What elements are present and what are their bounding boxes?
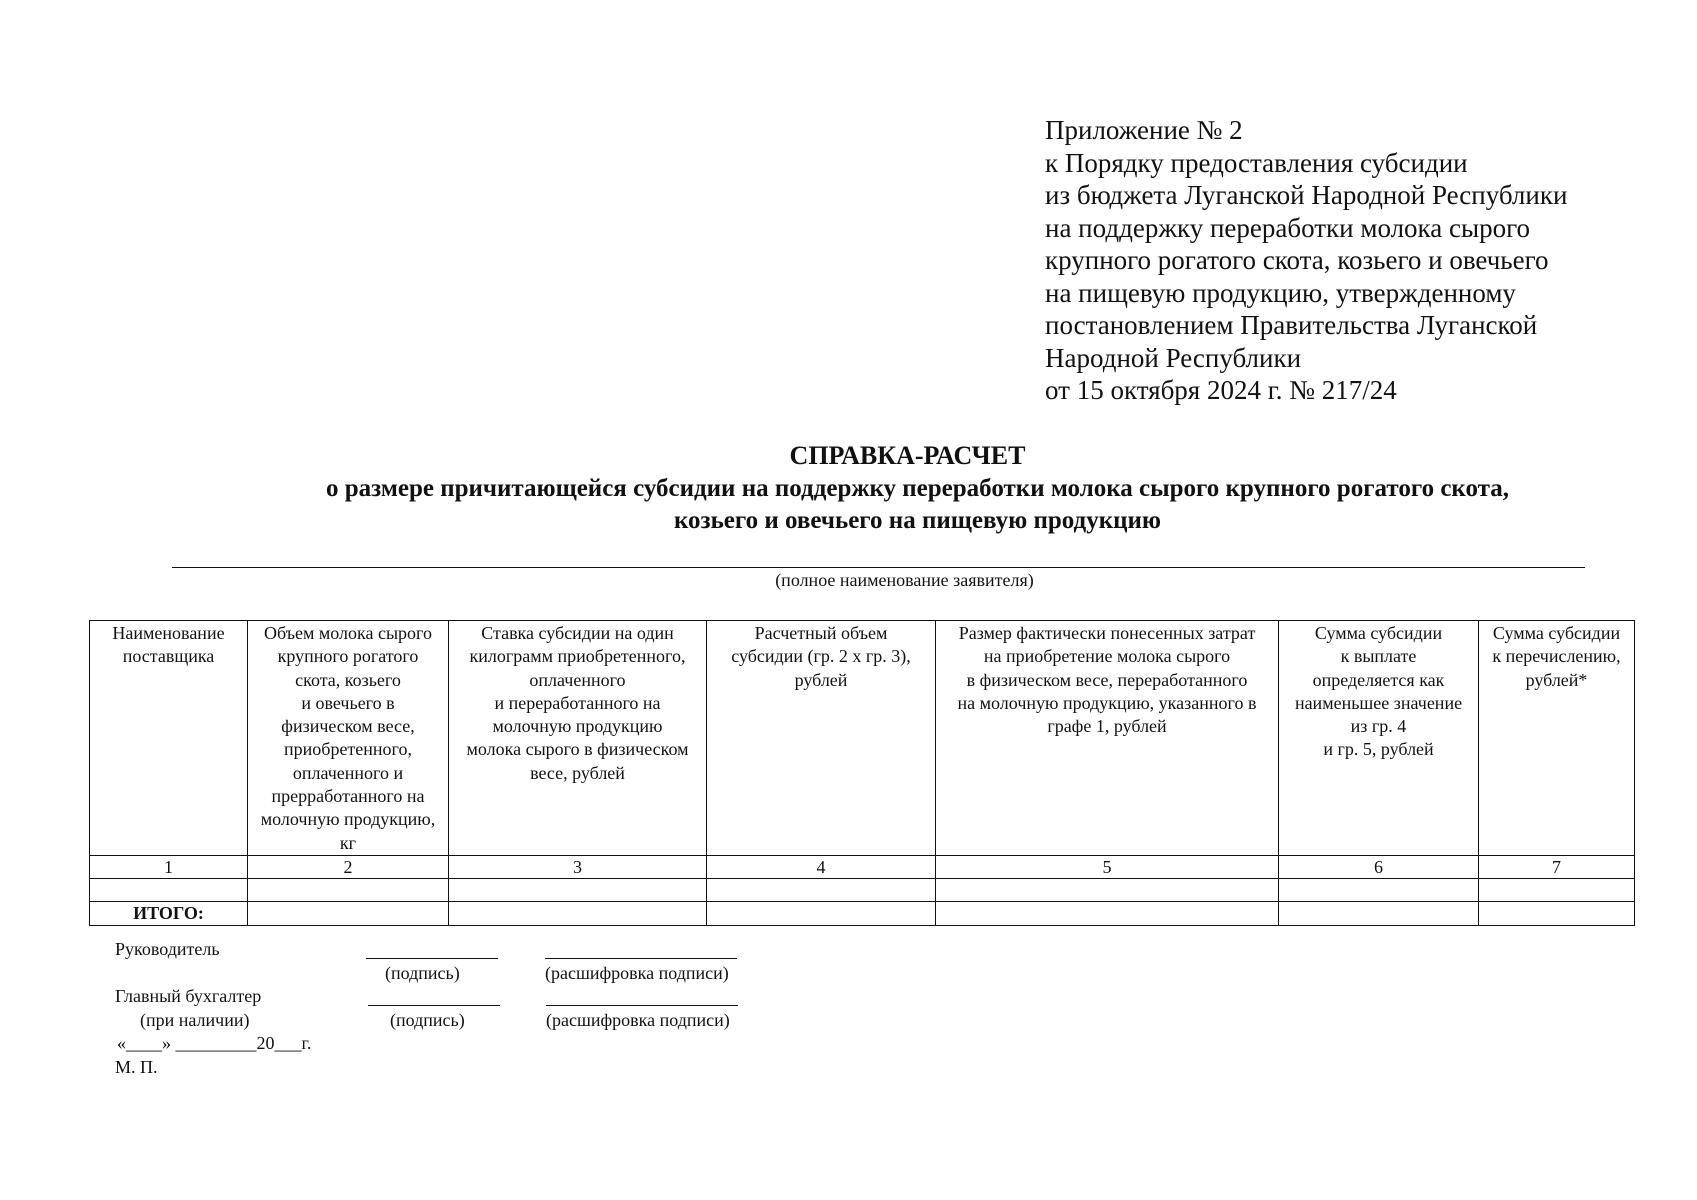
header-line: Ставка субсидии на один (481, 623, 674, 643)
header-line: и переработанного на (494, 692, 661, 713)
column-number: 2 (248, 855, 449, 878)
column-number: 4 (707, 855, 936, 878)
total-cell[interactable] (1279, 901, 1479, 925)
header-line: рублей (794, 669, 848, 690)
total-cell[interactable] (1479, 901, 1635, 925)
header-line: молочную продукцию (492, 716, 663, 737)
header-line: наименьшее значение (1294, 692, 1463, 713)
header-estimated-subsidy (707, 621, 936, 856)
applicant-name-line (172, 567, 1585, 568)
header-line: крупного рогатого (277, 646, 419, 667)
header-actual-costs (936, 621, 1279, 856)
total-cell[interactable] (449, 901, 707, 925)
applicant-caption: (полное наименование заявителя) (775, 570, 1034, 590)
column-number: 7 (1479, 855, 1635, 878)
table-cell[interactable] (936, 878, 1279, 901)
if-any-note: (при наличии) (140, 1010, 250, 1030)
subtitle-line: о размере причитающейся субсидии на поддержку переработки молока сырого крупного рогатого скота, (325, 475, 1510, 502)
header-line: молока сырого в физическом (466, 739, 689, 760)
total-cell[interactable] (707, 901, 936, 925)
appendix-line: к Порядку предоставления субсидии (1045, 147, 1468, 178)
column-number: 6 (1279, 855, 1479, 878)
accountant-decoding-caption: (расшифровка подписи) (546, 1010, 730, 1030)
header-line: Объем молока сырого (263, 623, 432, 643)
header-line: субсидии (гр. 2 х гр. 3), (731, 646, 911, 667)
header-line: Сумма субсидии (1314, 623, 1443, 643)
header-line: из гр. 4 (1350, 716, 1407, 737)
table-row (90, 878, 1635, 901)
header-subsidy-rate (449, 621, 707, 856)
appendix-line: Приложение № 2 (1045, 115, 1243, 145)
appendix-line: на поддержку переработки молока сырого (1045, 212, 1531, 243)
total-cell[interactable] (248, 901, 449, 925)
header-line: рублей* (1525, 669, 1588, 690)
header-line: и гр. 5, рублей (1323, 739, 1434, 760)
total-cell[interactable] (936, 901, 1279, 925)
column-number: 1 (90, 855, 248, 878)
document-subtitle (230, 473, 1605, 537)
header-line: Размер фактически понесенных затрат (958, 623, 1256, 643)
appendix-line: на пищевую продукцию, утвержденному (1045, 277, 1516, 308)
column-number: 5 (936, 855, 1279, 878)
table-cell[interactable] (449, 878, 707, 901)
head-decoding-caption: (расшифровка подписи) (545, 963, 729, 983)
header-line: килограмм приобретенного, (469, 646, 686, 667)
appendix-line: Народной Республики (1045, 342, 1302, 373)
header-line: оплаченного и (292, 762, 404, 783)
table-cell[interactable] (1479, 878, 1635, 901)
head-label: Руководитель (115, 939, 220, 959)
table-header-row (90, 621, 1635, 856)
header-line: на молочную продукцию, указанного в (957, 692, 1257, 713)
appendix-line: постановлением Правительства Луганской (1045, 310, 1538, 340)
header-line: прерработанного на (271, 786, 425, 807)
column-number-row (90, 855, 1635, 878)
chief-accountant-label: Главный бухгалтер (115, 986, 262, 1006)
table-cell[interactable] (90, 878, 248, 901)
column-number: 3 (449, 855, 707, 878)
header-line: в физическом весе, переработанного (966, 669, 1248, 690)
header-milk-volume (248, 621, 449, 856)
total-row (90, 901, 1635, 925)
document-title: СПРАВКА-РАСЧЕТ (789, 441, 1026, 470)
header-line: графе 1, рублей (1047, 716, 1167, 737)
head-signature-line (366, 958, 498, 959)
accountant-decoding-line (546, 1005, 738, 1006)
table-cell[interactable] (707, 878, 936, 901)
appendix-line: крупного рогатого скота, козьего и овечьего (1045, 245, 1549, 275)
head-decoding-line (545, 958, 737, 959)
appendix-block (1045, 114, 1567, 407)
table-cell[interactable] (1279, 878, 1479, 901)
head-signature-caption: (подпись) (385, 963, 460, 983)
header-line: к перечислению, (1492, 646, 1621, 667)
header-line: скота, козьего (295, 669, 401, 690)
header-line: определяется как (1312, 669, 1445, 690)
header-line: на приобретение молока сырого (983, 646, 1231, 667)
header-line: молочную продукцию, (260, 809, 436, 830)
header-supplier (90, 621, 248, 856)
calculation-table (89, 620, 1635, 926)
header-line: физическом весе, (281, 716, 415, 737)
header-subsidy-transfer (1479, 621, 1635, 856)
header-line: и овечьего в (301, 692, 395, 713)
appendix-line: от 15 октября 2024 г. № 217/24 (1045, 375, 1397, 405)
header-line: весе, рублей (530, 762, 625, 783)
header-line: кг (339, 832, 357, 853)
header-line: поставщика (122, 646, 215, 667)
table-cell[interactable] (248, 878, 449, 901)
header-line: к выплате (1340, 646, 1417, 667)
header-line: Расчетный объем (754, 623, 888, 643)
header-line: приобретенного, (284, 739, 412, 760)
subtitle-line: козьего и овечьего на пищевую продукцию (673, 507, 1162, 534)
header-line: оплаченного (529, 669, 626, 690)
stamp-place: М. П. (115, 1057, 158, 1077)
date-line: «____» _________20___г. (117, 1033, 312, 1053)
appendix-line: из бюджета Луганской Народной Республики (1045, 180, 1568, 210)
header-line: Наименование (112, 623, 225, 643)
accountant-signature-line (368, 1005, 500, 1006)
total-label: ИТОГО: (90, 901, 248, 925)
accountant-signature-caption: (подпись) (390, 1010, 465, 1030)
header-subsidy-payable (1279, 621, 1479, 856)
header-line: Сумма субсидии (1492, 623, 1621, 643)
